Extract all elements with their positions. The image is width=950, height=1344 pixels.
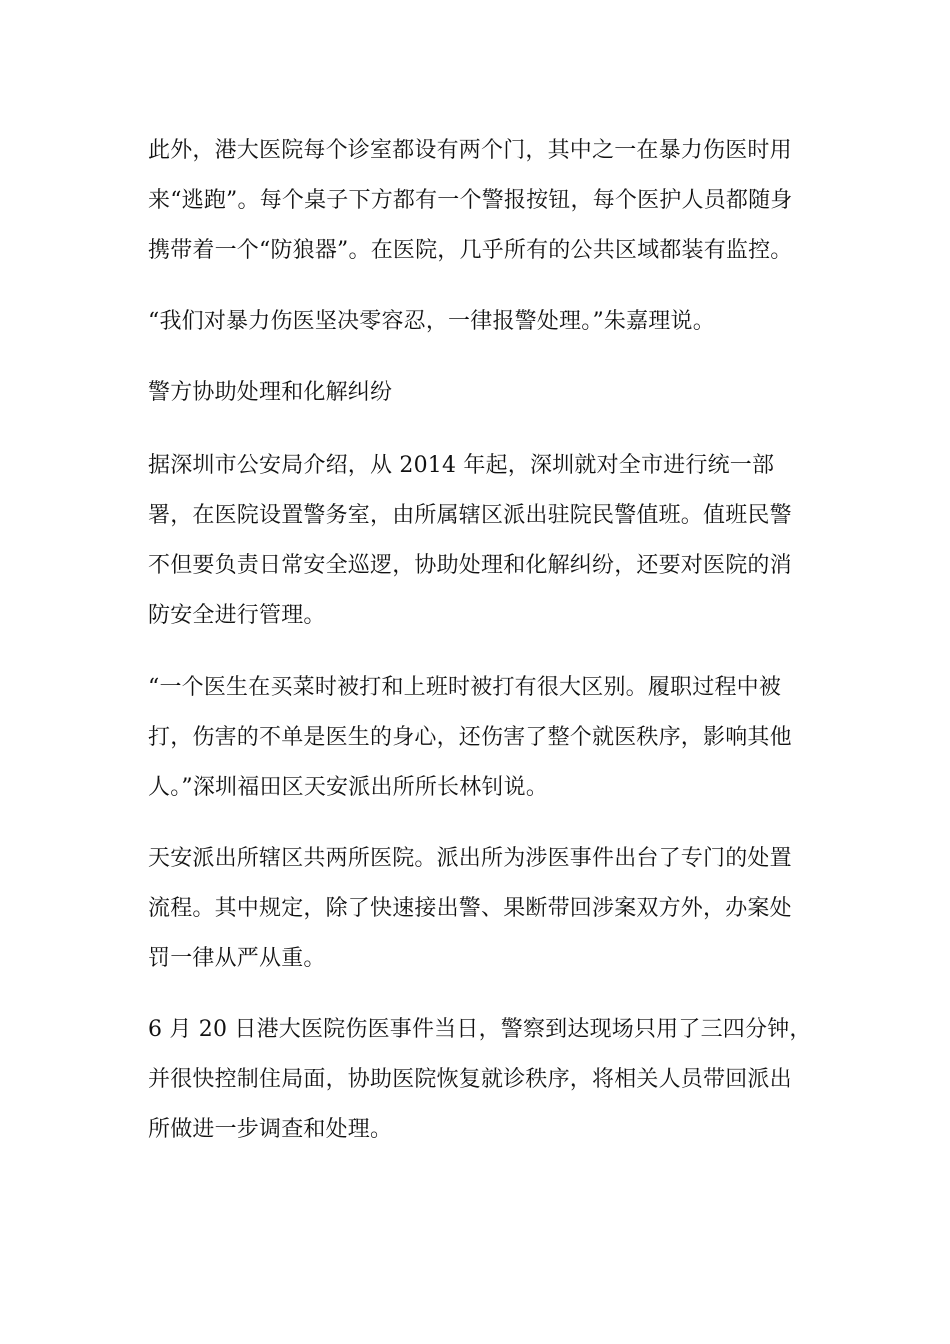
text-line: 罚一律从严从重。 xyxy=(148,946,326,971)
paragraph-police-office-in-hospitals xyxy=(148,441,808,641)
text-line: 所做进一步调查和处理。 xyxy=(148,1117,393,1142)
text-line: 署，在医院设置警务室，由所属辖区派出驻院民警值班。值班民警 xyxy=(148,503,792,528)
section-heading-police-assistance xyxy=(148,368,808,418)
text-line: “一个医生在买菜时被打和上班时被打有很大区别。履职过程中被 xyxy=(148,675,782,700)
text-line: 不但要负责日常安全巡逻，协助处理和化解纠纷，还要对医院的消 xyxy=(148,553,792,578)
paragraph-june-20-incident xyxy=(148,1005,812,1155)
text-line: 6 月 20 日港大医院伤医事件当日，警察到达现场只用了三四分钟， xyxy=(148,1017,812,1042)
text-line: 天安派出所辖区共两所医院。派出所为涉医事件出台了专门的处置 xyxy=(148,846,792,871)
text-line: 人。”深圳福田区天安派出所所长林钊说。 xyxy=(148,775,549,800)
text-line: 来“逃跑”。每个桌子下方都有一个警报按钮，每个医护人员都随身 xyxy=(148,188,793,213)
text-line: 警方协助处理和化解纠纷 xyxy=(148,380,393,405)
paragraph-police-chief-quote xyxy=(148,663,808,813)
text-line: “我们对暴力伤医坚决零容忍，一律报警处理。”朱嘉理说。 xyxy=(148,309,715,334)
text-line: 打，伤害的不单是医生的身心，还伤害了整个就医秩序，影响其他 xyxy=(148,725,792,750)
text-line: 并很快控制住局面，协助医院恢复就诊秩序，将相关人员带回派出 xyxy=(148,1067,792,1092)
text-line: 防安全进行管理。 xyxy=(148,603,326,628)
text-line: 携带着一个“防狼器”。在医院，几乎所有的公共区域都装有监控。 xyxy=(148,238,793,263)
text-line: 流程。其中规定，除了快速接出警、果断带回涉案双方外，办案处 xyxy=(148,896,792,921)
paragraph-zero-tolerance-quote xyxy=(148,297,808,347)
text-line: 此外，港大医院每个诊室都设有两个门，其中之一在暴力伤医时用 xyxy=(148,138,792,163)
text-line: 据深圳市公安局介绍，从 2014 年起，深圳就对全市进行统一部 xyxy=(148,453,775,478)
paragraph-hospital-security-measures xyxy=(148,126,808,276)
paragraph-handling-procedure xyxy=(148,834,808,984)
